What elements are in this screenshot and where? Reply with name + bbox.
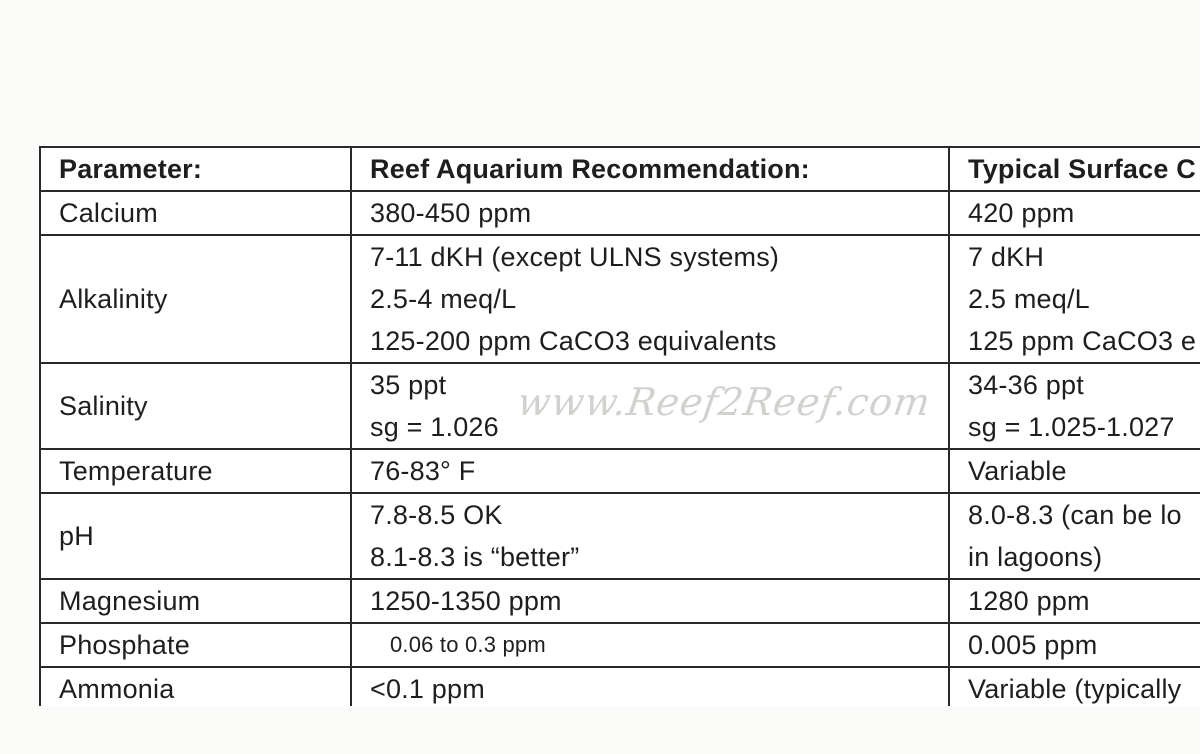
reef-value-cell [351,449,949,493]
reef-value-cell [351,235,949,363]
table-header-row [40,147,1200,191]
surface-value-line: 0.005 ppm [968,630,1098,660]
parameter-cell: Phosphate [40,623,351,667]
reef-value-line: 2.5-4 meq/L [370,284,517,314]
reef-value-line: 76-83° F [370,456,476,486]
parameter-cell: Ammonia [40,667,351,706]
surface-value-line: 8.0-8.3 (can be lo [968,500,1182,530]
parameters-table-container [39,146,1200,706]
table-row [40,493,1200,579]
table-row [40,449,1200,493]
surface-value-cell [949,623,1200,667]
reef-value-cell [351,623,949,667]
parameter-cell: Salinity [40,363,351,449]
surface-value-line: 7 dKH [968,242,1045,272]
table-row [40,667,1200,706]
header-reef-recommendation: Reef Aquarium Recommendation: [351,147,949,191]
reef-value-line: sg = 1.026 [370,412,499,442]
parameter-cell: Calcium [40,191,351,235]
parameter-cell: Magnesium [40,579,351,623]
surface-value-line: in lagoons) [968,542,1103,572]
surface-value-line: 34-36 ppt [968,370,1084,400]
reef-value-line: 7.8-8.5 OK [370,500,503,530]
surface-value-line: 420 ppm [968,198,1075,228]
surface-value-cell [949,363,1200,449]
reef-value-line: 125-200 ppm CaCO3 equivalents [370,326,777,356]
reef-parameters-table [39,146,1200,706]
reef-value-line: 1250-1350 ppm [370,586,562,616]
surface-value-cell [949,493,1200,579]
surface-value-cell [949,579,1200,623]
reef-value-cell [351,579,949,623]
header-typical-surface: Typical Surface C [949,147,1200,191]
table-row [40,579,1200,623]
reef-value-line: 8.1-8.3 is “better” [370,542,580,572]
reef-value-line: 380-450 ppm [370,198,532,228]
reef-value-cell [351,667,949,706]
reef-value-line: 7-11 dKH (except ULNS systems) [370,242,780,272]
surface-value-line: 1280 ppm [968,586,1090,616]
reef-value-line: 0.06 to 0.3 ppm [390,632,546,657]
parameter-cell: Temperature [40,449,351,493]
header-parameter: Parameter: [40,147,351,191]
surface-value-line: sg = 1.025-1.027 [968,412,1175,442]
reef-value-line: 35 ppt [370,370,447,400]
surface-value-line: 2.5 meq/L [968,284,1090,314]
table-row [40,191,1200,235]
reef-value-cell [351,363,949,449]
table-row [40,623,1200,667]
watermark-text: www.Reef2Reef.com [514,380,934,424]
table-row [40,235,1200,363]
parameter-cell: pH [40,493,351,579]
parameter-cell: Alkalinity [40,235,351,363]
surface-value-line: Variable (typically [968,674,1182,704]
surface-value-cell [949,191,1200,235]
surface-value-line: Variable [968,456,1067,486]
surface-value-line: 125 ppm CaCO3 e [968,326,1197,356]
surface-value-cell [949,449,1200,493]
reef-value-cell [351,191,949,235]
table-row [40,363,1200,449]
surface-value-cell [949,667,1200,706]
surface-value-cell [949,235,1200,363]
reef-value-cell [351,493,949,579]
reef-value-line: <0.1 ppm [370,674,485,704]
